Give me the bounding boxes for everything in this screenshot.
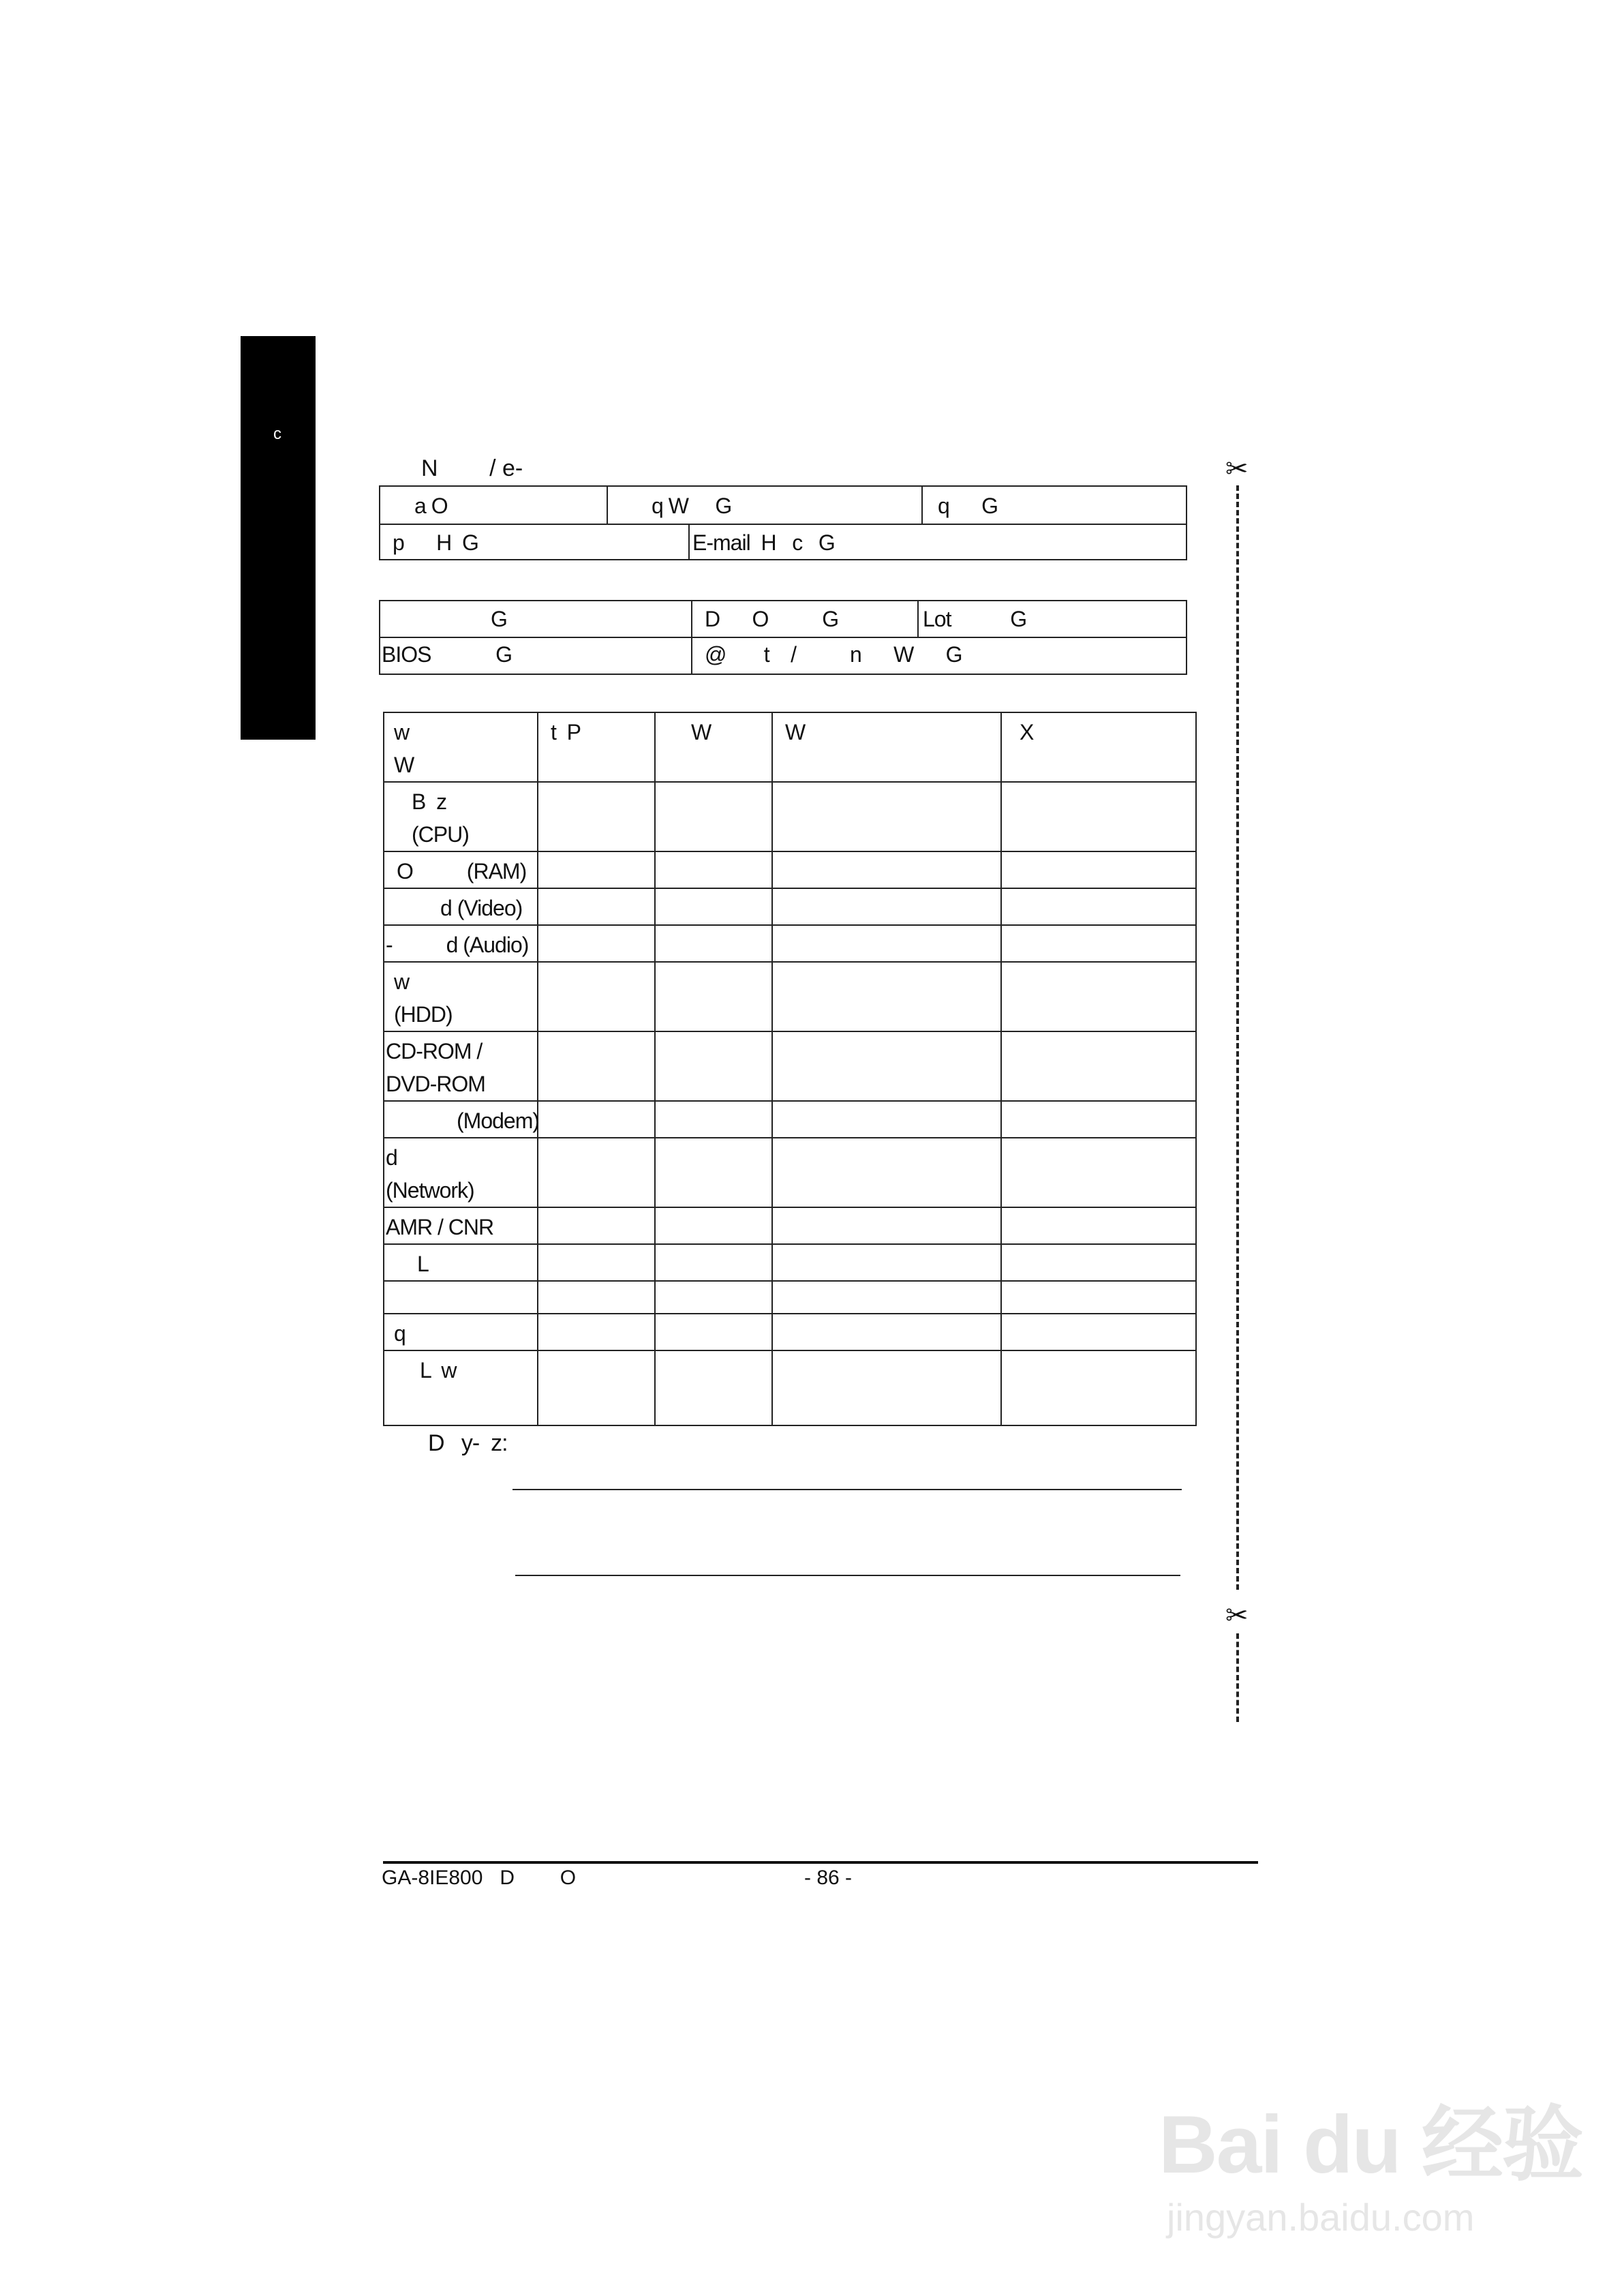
table-cell[interactable] [655,1314,772,1350]
phone-field[interactable]: p H G [393,530,478,555]
table-cell[interactable] [655,782,772,851]
footer-divider [383,1861,1258,1864]
table-cell[interactable] [772,1207,1001,1244]
table-row [384,1031,1196,1101]
divider [917,601,919,637]
table-cell[interactable] [655,925,772,962]
table-row [384,1281,1196,1314]
footer-manual-title: GA-8IE800 D O [382,1867,577,1889]
divider [607,487,608,524]
table-row [384,851,1196,888]
table-cell[interactable] [1001,1281,1196,1314]
table-cell[interactable] [655,1281,772,1314]
product-info-box [379,600,1187,675]
divider [691,601,692,674]
row-label-ram: O (RAM) [384,851,538,888]
form-title: N / e- [421,455,523,481]
row-label-keyboard: L [384,1244,538,1281]
table-cell[interactable] [538,1244,655,1281]
table-row [384,1350,1196,1425]
scissors-icon: ✂ [1225,1601,1249,1631]
table-cell[interactable] [655,1101,772,1138]
table-cell[interactable] [538,888,655,925]
table-cell[interactable] [538,1207,655,1244]
table-header-row [384,712,1196,782]
header-brand: t P [538,712,655,782]
table-cell[interactable] [538,1314,655,1350]
row-label-modem: (Modem) [384,1101,538,1138]
table-cell[interactable] [772,1244,1001,1281]
table-cell[interactable] [538,1031,655,1101]
row-label-blank [384,1281,538,1314]
row-label-audio: - d (Audio) [384,925,538,962]
table-cell[interactable] [1001,1207,1196,1244]
table-cell[interactable] [655,962,772,1031]
table-cell[interactable] [772,782,1001,851]
table-cell[interactable] [772,962,1001,1031]
header-model: W [655,712,772,782]
side-tab-label: c [273,425,281,443]
chapter-side-tab [241,336,316,740]
customer-info-box [379,485,1187,560]
row-label-amr-cnr: AMR / CNR [384,1207,538,1244]
os-field[interactable]: @ t / n W G [705,642,962,667]
table-cell[interactable] [1001,1138,1196,1207]
table-cell[interactable] [655,888,772,925]
divider [688,524,690,559]
table-cell[interactable] [655,1031,772,1101]
table-cell[interactable] [772,1281,1001,1314]
model-field[interactable]: G [491,607,507,631]
row-label-other: q [384,1314,538,1350]
table-cell[interactable] [538,1138,655,1207]
company-field[interactable]: q G [938,494,998,518]
table-cell[interactable] [655,1138,772,1207]
divider [921,487,923,524]
table-cell[interactable] [1001,962,1196,1031]
scissors-icon: ✂ [1225,454,1249,484]
cut-line [1236,485,1239,1590]
table-cell[interactable] [772,888,1001,925]
header-item: w W [384,712,538,782]
row-label-hdd: w (HDD) [384,962,538,1031]
table-cell[interactable] [655,1244,772,1281]
table-row [384,925,1196,962]
problem-description-label: D y- z: [428,1430,508,1456]
table-cell[interactable] [538,1281,655,1314]
page-number: - 86 - [804,1867,853,1889]
watermark-url: jingyan.baidu.com [1167,2196,1475,2239]
table-cell[interactable] [538,925,655,962]
lot-number-field[interactable]: Lot G [923,607,1027,631]
row-label-power-supply: L w [384,1350,538,1425]
table-cell[interactable] [538,782,655,851]
hardware-config-table [383,712,1197,1426]
table-cell[interactable] [1001,1101,1196,1138]
table-cell[interactable] [1001,782,1196,851]
table-row [384,1244,1196,1281]
table-cell[interactable] [1001,851,1196,888]
country-field[interactable]: q W G [652,494,732,518]
table-row [384,1138,1196,1207]
table-row [384,782,1196,851]
table-row [384,1101,1196,1138]
divider [380,637,1186,638]
row-label-cpu: B z (CPU) [384,782,538,851]
table-row [384,1207,1196,1244]
header-spec: W [772,712,1001,782]
table-cell[interactable] [538,962,655,1031]
table-cell[interactable] [655,1207,772,1244]
table-cell[interactable] [1001,1314,1196,1350]
table-cell[interactable] [1001,925,1196,962]
table-cell[interactable] [538,1101,655,1138]
pcb-revision-field[interactable]: D O G [705,607,839,631]
problem-description-line-2[interactable] [515,1575,1180,1576]
cut-line [1236,1633,1239,1722]
table-cell[interactable] [772,1101,1001,1138]
table-cell[interactable] [655,851,772,888]
table-cell[interactable] [772,1314,1001,1350]
row-label-video: d (Video) [384,888,538,925]
table-row [384,888,1196,925]
table-row [384,962,1196,1031]
email-field[interactable]: E-mail H c G [692,530,835,555]
header-remark: X [1001,712,1196,782]
table-cell[interactable] [772,1031,1001,1101]
table-cell[interactable] [772,925,1001,962]
table-cell[interactable] [772,1350,1001,1425]
divider [380,524,1186,525]
watermark-logo: Bai du 经验 [1159,2099,1583,2190]
table-cell[interactable] [1001,1031,1196,1101]
table-cell[interactable] [1001,1350,1196,1425]
table-cell[interactable] [538,1350,655,1425]
bios-version-field[interactable]: BIOS G [382,642,512,667]
table-cell[interactable] [1001,1244,1196,1281]
problem-description-line-1[interactable] [512,1489,1182,1490]
table-row [384,1314,1196,1350]
row-label-cdrom-dvdrom: CD-ROM / DVD-ROM [384,1031,538,1101]
row-label-network: d (Network) [384,1138,538,1207]
table-cell[interactable] [772,1138,1001,1207]
table-cell[interactable] [1001,888,1196,925]
table-cell[interactable] [655,1350,772,1425]
table-cell[interactable] [772,851,1001,888]
customer-name-field[interactable]: a O [414,494,448,518]
table-cell[interactable] [538,851,655,888]
